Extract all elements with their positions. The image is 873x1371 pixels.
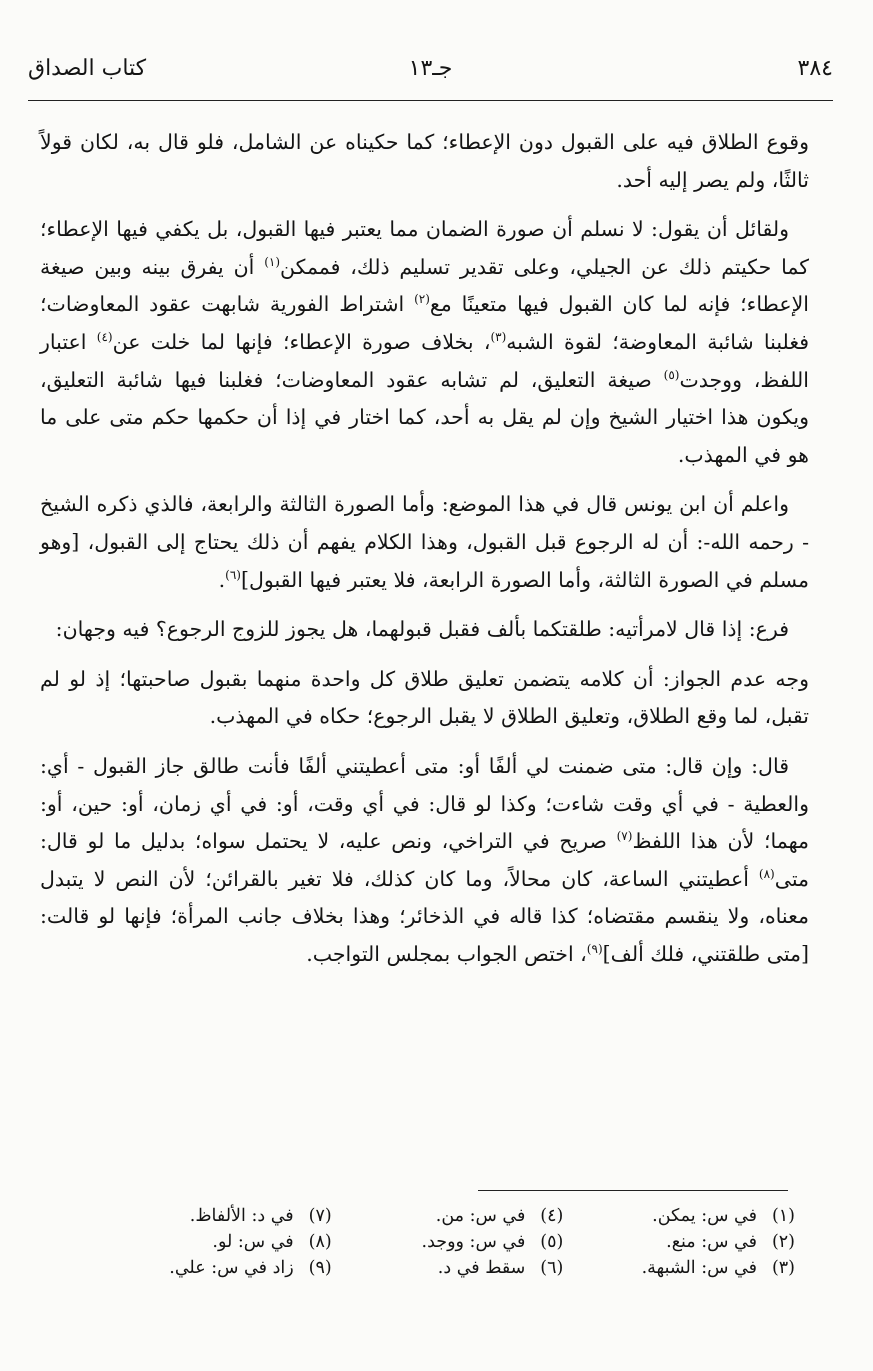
text-run: ولقائل أن يقول: لا نسلم أن صورة الضمان مما يعتبر فيها القبول، بل يكفي فيها الإعطاء؛ كما حكيتم ذلك عن الجيلي، وعلى تقدير تسليم ذلك، فممكن <box>40 217 809 279</box>
footnote-text: في س: الشبهة. <box>641 1258 757 1278</box>
footnote-text: في س: منع. <box>666 1232 757 1252</box>
paragraph <box>40 211 809 474</box>
footnote-number: (٢) <box>771 1232 795 1252</box>
footnote-number: (٧) <box>308 1206 332 1226</box>
volume-number: جـ١٣ <box>408 56 453 81</box>
page-header <box>28 56 833 96</box>
footnote-text: في س: من. <box>435 1206 526 1226</box>
text-run: صيغة التعليق، لم تشابه عقود المعاوضات؛ فغلبنا فيها شائبة التعليق، ويكون هذا اختيار الشيخ وإن لم يقل به أحد، كما اختار في إذا أن حكمها حكم متى على ما هو في المهذب. <box>40 367 809 467</box>
footnotes <box>100 1203 795 1281</box>
footnote-number: (٩) <box>308 1258 332 1278</box>
text-run: فرع: إذا قال لامرأتيه: طلقتكما بألف فقبل قبولهما، هل يجوز للزوج الرجوع؟ فيه وجهان: <box>55 617 789 642</box>
footnote <box>332 1255 564 1281</box>
footnote <box>563 1203 795 1229</box>
footnote-marker[interactable]: (٤) <box>96 330 113 345</box>
text-run: أن يفرق بينه وبين صيغة الإعطاء؛ فإنه لما كان القبول فيها متعينًا مع <box>40 254 809 317</box>
footnote-marker[interactable]: (١) <box>264 254 281 269</box>
footnote-number: (٤) <box>540 1206 564 1226</box>
text-run: واعلم أن ابن يونس قال في هذا الموضع: وأما الصورة الثالثة والرابعة، فالذي ذكره الشيخ - رحمه الله-: أن له الرجوع قبل القبول، وهذا الكلام يفهم أن ذلك يحتاج إلى القبول، [وهو مسلم في الصورة الثالثة، وأما الصورة الرابعة، فلا يعتبر فيها القبول] <box>40 492 809 592</box>
footnote-number: (٦) <box>540 1258 564 1278</box>
text-run: اعتبار اللفظ، ووجدت <box>40 329 809 392</box>
footnote-marker[interactable]: (٥) <box>663 367 680 382</box>
paragraph <box>40 748 809 974</box>
footnote <box>332 1229 564 1255</box>
text-run: صريح في التراخي، ونص عليه، لا يحتمل سواه؛ بدليل ما لو قال: متى <box>40 829 809 891</box>
text-run: وجه عدم الجواز: أن كلامه يتضمن تعليق طلاق كل واحدة منهما بقبول صاحبتها؛ إذ لو لم تقبل، لما وقع الطلاق، وتعليق الطلاق لا يقبل الرجوع؛ حكاه في المهذب. <box>40 666 809 729</box>
text-run: أعطيتني الساعة، كان محالاً، وما كان كذلك، فلا تغير بالقرائن؛ لأن النص لا يتبدل معناه، ولا ينقسم مقتضاه؛ كذا قاله في الذخائر؛ وهذا بخلاف جانب المرأة؛ فإنها لو قالت: [متى طلقتني، فلك ألف] <box>40 866 809 966</box>
footnote-number: (٨) <box>308 1232 332 1252</box>
footnote-number: (٥) <box>540 1232 564 1252</box>
text-run: ، بخلاف صورة الإعطاء؛ فإنها لما خلت عن <box>112 329 491 354</box>
text-run: وقوع الطلاق فيه على القبول دون الإعطاء؛ كما حكيناه عن الشامل، فلو قال به، لكان قولاً ثالثًا، ولم يصر إليه أحد. <box>40 130 809 192</box>
text-run: قال: وإن قال: متى ضمنت لي ألفًا أو: متى أعطيتني ألفًا فأنت طالق جاز القبول - أي: والعطية - في أي وقت شاءت؛ وكذا لو قال: في أي وقت، أو: في أي زمان، أو: حين، أو: مهما؛ لأن هذا اللفظ <box>40 753 809 854</box>
book-title: كتاب الصداق <box>28 56 147 81</box>
footnote-marker[interactable]: (٣) <box>490 330 507 345</box>
footnote <box>563 1229 795 1255</box>
footnote-text: في د: الألفاظ. <box>189 1206 294 1226</box>
text-run: . <box>218 567 226 592</box>
footnote <box>100 1203 332 1229</box>
text-run: ، اختص الجواب بمجلس التواجب. <box>306 941 587 966</box>
footnote-text: سقط في د. <box>437 1258 526 1278</box>
footnote <box>332 1203 564 1229</box>
footnote <box>100 1229 332 1255</box>
footnote-marker[interactable]: (٢) <box>414 292 430 307</box>
page-number: ٣٨٤ <box>797 56 833 81</box>
paragraph <box>40 486 809 599</box>
paragraph <box>40 124 809 199</box>
footnote <box>563 1255 795 1281</box>
footnote-marker[interactable]: (٩) <box>586 942 603 957</box>
footnote-marker[interactable]: (٧) <box>616 829 633 844</box>
main-text <box>40 124 809 985</box>
header-divider <box>28 100 833 101</box>
footnote-text: في س: يمكن. <box>652 1206 757 1226</box>
footnote-marker[interactable]: (٨) <box>758 866 775 881</box>
paragraph <box>40 611 809 649</box>
footnote-text: في س: ووجد. <box>421 1232 526 1252</box>
footnote-number: (١) <box>771 1206 795 1226</box>
footnote-text: في س: لو. <box>212 1232 294 1252</box>
footnote-marker[interactable]: (٦) <box>225 567 241 582</box>
footnote-text: زاد في س: علي. <box>169 1258 294 1278</box>
text-run: اشتراط الفورية شابهت عقود المعاوضات؛ فغلبنا شائبة المعاوضة؛ لقوة الشبه <box>40 292 810 354</box>
footnote <box>100 1255 332 1281</box>
footnote-divider <box>478 1190 788 1191</box>
footnote-number: (٣) <box>771 1258 795 1278</box>
paragraph <box>40 661 809 736</box>
